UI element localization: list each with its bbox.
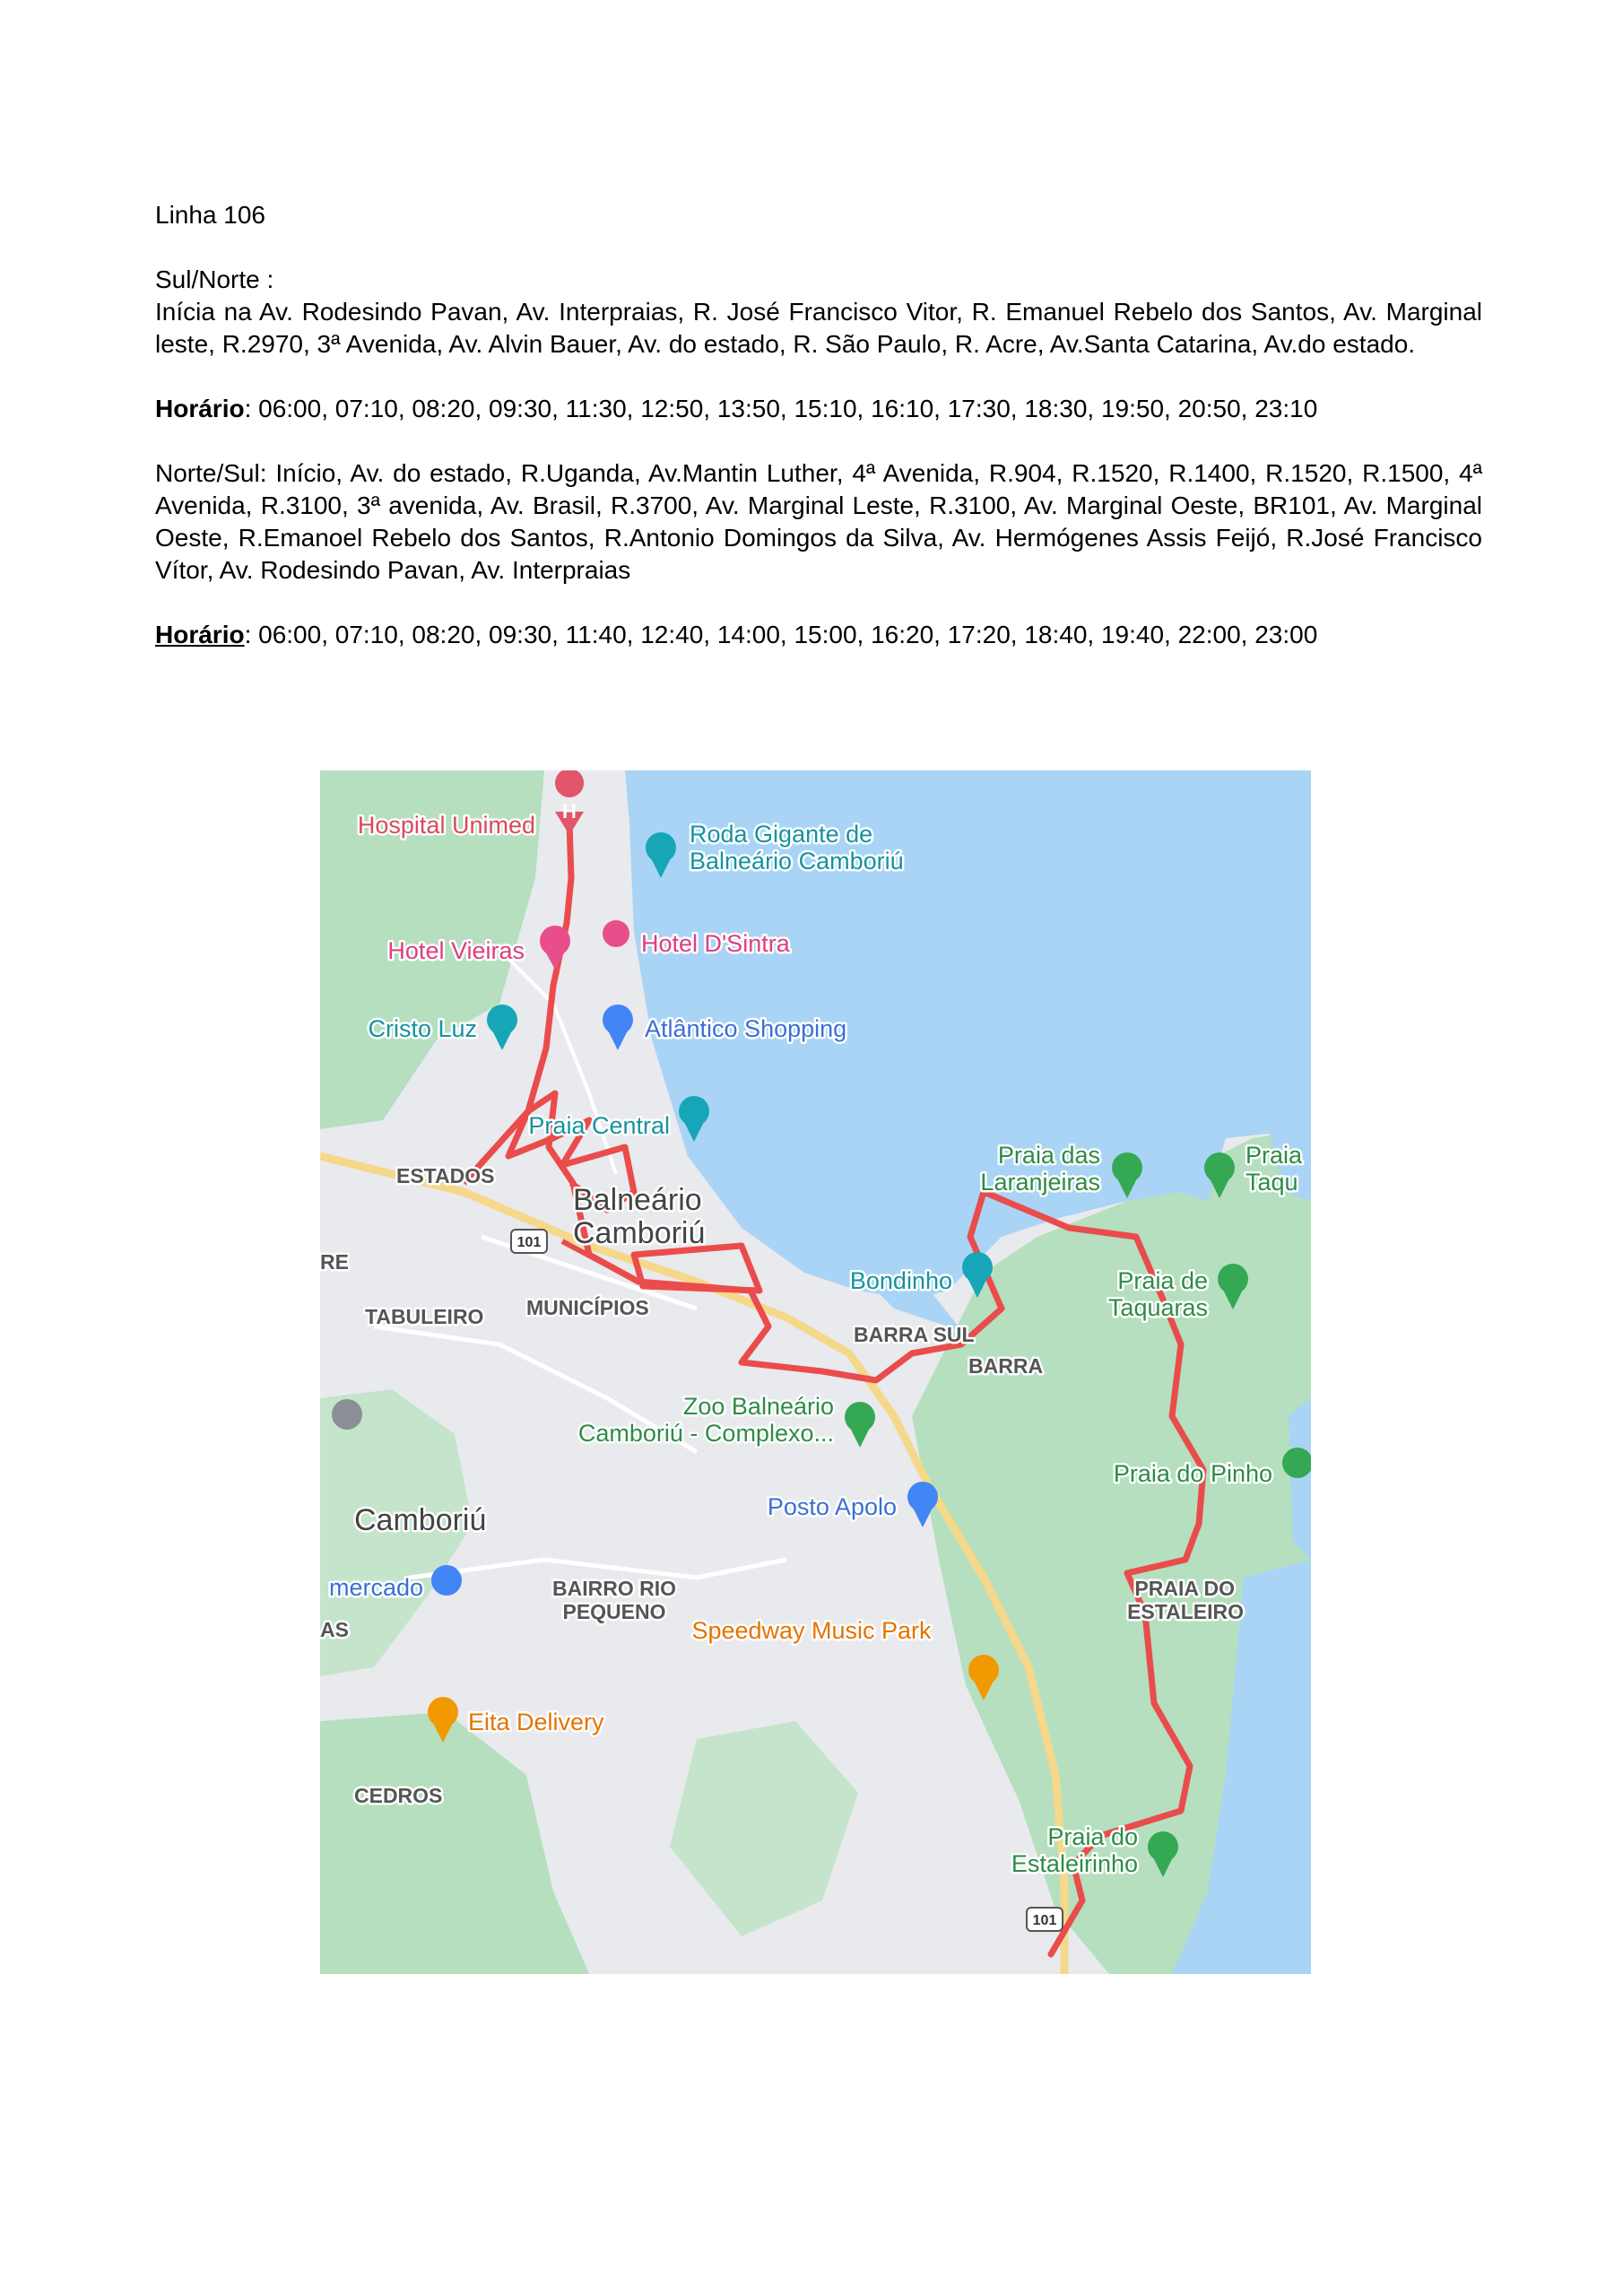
place-label: TABULEIRO bbox=[365, 1305, 484, 1328]
sul-norte-heading: Sul/Norte : bbox=[155, 265, 274, 293]
hospital-pin-glyph: H bbox=[562, 800, 577, 822]
place-label: Praia do Pinho bbox=[1113, 1460, 1272, 1487]
place-label: Taqu bbox=[1245, 1169, 1298, 1196]
place-label: MUNICÍPIOS bbox=[526, 1296, 649, 1319]
place-label: Atlântico Shopping bbox=[645, 1015, 847, 1042]
place-label: Taquaras bbox=[1107, 1294, 1208, 1321]
highway-shield-label: 101 bbox=[516, 1235, 542, 1250]
highway-shield-label: 101 bbox=[1032, 1913, 1057, 1928]
schedule-times: : 06:00, 07:10, 08:20, 09:30, 11:30, 12:50, 13:50, 15:10, 16:10, 17:30, 18:30, 19:50, 20:50, 23:10 bbox=[244, 395, 1318, 422]
hotel-bed-icon[interactable] bbox=[603, 920, 629, 947]
place-label: Camboriú - Complexo... bbox=[577, 1420, 834, 1447]
place-label: Hospital Unimed bbox=[357, 812, 535, 839]
place-label: Hotel Vieiras bbox=[387, 937, 525, 964]
sul-norte-route: Inícia na Av. Rodesindo Pavan, Av. Interpraias, R. José Francisco Vitor, R. Emanuel Rebelo dos Santos, Av. Marginal leste, R.2970, 3ª Avenida, Av. Alvin Bauer, Av. do estado, R. São Paulo, R. Acre, Av.Santa Catarina, Av.do estado. bbox=[155, 298, 1482, 358]
place-label: AS bbox=[320, 1618, 349, 1641]
place-label: Bondinho bbox=[849, 1267, 952, 1294]
line-title: Linha 106 bbox=[155, 201, 266, 229]
place-label: PRAIA DO bbox=[1134, 1577, 1235, 1600]
place-label: Praia bbox=[1245, 1142, 1303, 1169]
place-label: Praia do bbox=[1047, 1823, 1138, 1850]
sul-norte-schedule bbox=[155, 393, 1482, 425]
place-label: Eita Delivery bbox=[468, 1709, 604, 1735]
place-label: RE bbox=[320, 1250, 349, 1274]
place-label: BARRA bbox=[968, 1354, 1044, 1378]
place-label: Cristo Luz bbox=[368, 1015, 477, 1042]
place-label: ESTALEIRO bbox=[1127, 1600, 1244, 1623]
place-label: BAIRRO RIO bbox=[552, 1577, 676, 1600]
place-label: ESTADOS bbox=[396, 1164, 495, 1187]
place-label: Zoo Balneário bbox=[682, 1393, 834, 1420]
schedule-label: Horário bbox=[155, 621, 245, 648]
schedule-times: : 06:00, 07:10, 08:20, 09:30, 11:40, 12:40, 14:00, 15:00, 16:20, 17:20, 18:40, 19:40, 22:00, 23:00 bbox=[244, 621, 1318, 648]
place-label: CEDROS bbox=[354, 1784, 443, 1807]
place-label: Posto Apolo bbox=[767, 1493, 897, 1520]
norte-sul-route: Norte/Sul: Início, Av. do estado, R.Uganda, Av.Mantin Luther, 4ª Avenida, R.904, R.1520, R.1400, R.1520, R.1500, 4ª Avenida, R.3100, 3ª avenida, Av. Brasil, R.3700, Av. Marginal Leste, R.3100, Av. Marginal Oeste, BR101, Av. Marginal Oeste, R.Emanoel Rebelo dos Santos, R.Antonio Domingos da Silva, Av. Hermógenes Assis Feijó, R.José Francisco Vítor, Av. Rodesindo Pavan, Av. Interpraias bbox=[155, 459, 1482, 584]
graduation-cap-icon[interactable] bbox=[332, 1399, 362, 1430]
place-label: Praia de bbox=[1117, 1267, 1208, 1294]
norte-sul-schedule bbox=[155, 619, 1482, 651]
route-map[interactable] bbox=[320, 770, 1311, 1974]
place-label: Laranjeiras bbox=[980, 1169, 1100, 1196]
place-label: Roda Gigante de bbox=[690, 821, 873, 848]
schedule-label: Horário bbox=[155, 395, 245, 422]
place-label: Estaleirinho bbox=[1011, 1850, 1138, 1877]
shopping-cart-icon[interactable] bbox=[431, 1565, 462, 1596]
place-label: Speedway Music Park bbox=[691, 1617, 932, 1644]
place-label: Balneário Camboriú bbox=[690, 848, 904, 874]
place-label: Hotel D'Sintra bbox=[641, 930, 790, 957]
place-label: Camboriú bbox=[573, 1216, 706, 1250]
document-text bbox=[155, 199, 1482, 651]
place-label: mercado bbox=[328, 1574, 423, 1601]
place-label: Balneário bbox=[573, 1183, 702, 1217]
route-map-canvas bbox=[320, 770, 1311, 1974]
place-label: Camboriú bbox=[354, 1503, 487, 1537]
place-label: Praia das bbox=[997, 1142, 1100, 1169]
place-label: BARRA SUL bbox=[854, 1323, 975, 1346]
place-label: Praia Central bbox=[528, 1112, 670, 1139]
place-label: PEQUENO bbox=[562, 1600, 666, 1623]
